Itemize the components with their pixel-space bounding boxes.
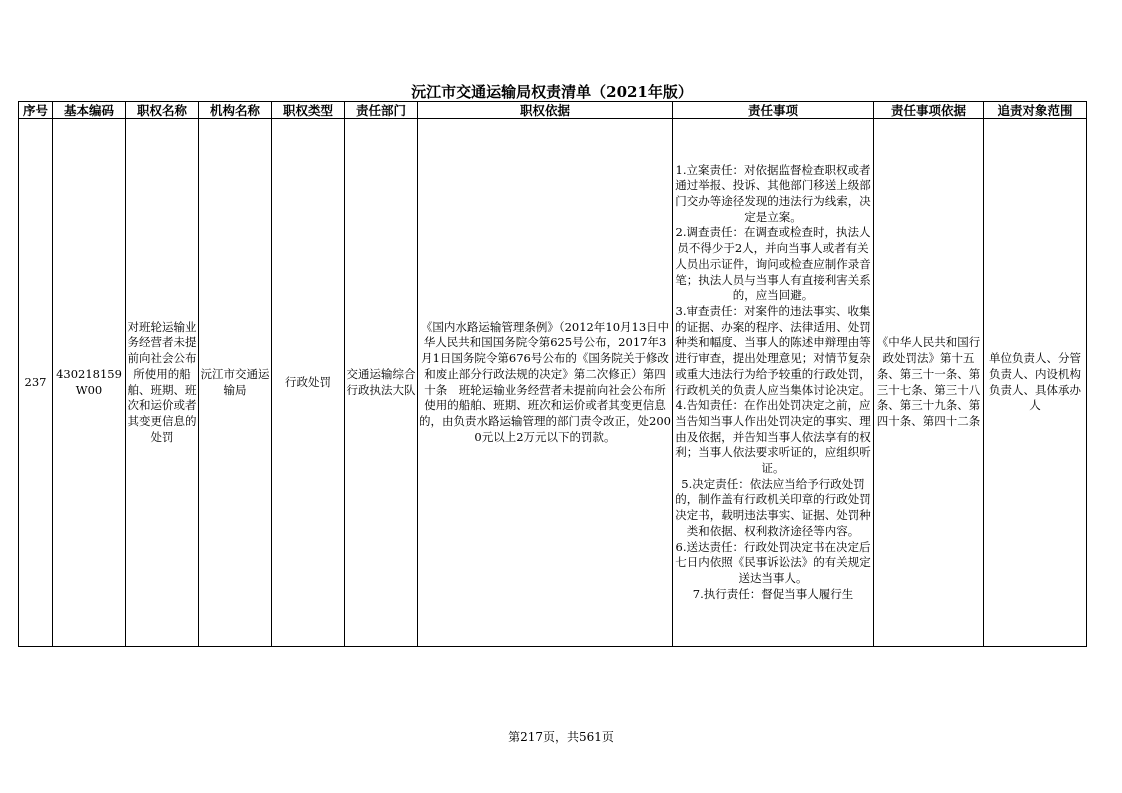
cell-code: 430218159W00 bbox=[53, 119, 126, 647]
cell-dept: 交通运输综合行政执法大队 bbox=[345, 119, 418, 647]
header-duty-basis: 责任事项依据 bbox=[874, 102, 984, 119]
header-power-type: 职权类型 bbox=[272, 102, 345, 119]
cell-duties bbox=[673, 119, 874, 647]
header-org-name: 机构名称 bbox=[199, 102, 272, 119]
header-dept: 责任部门 bbox=[345, 102, 418, 119]
duty-item: 5.决定责任：依法应当给予行政处罚的，制作盖有行政机关印章的行政处罚决定书，载明违法事实、证据、处罚种类和依据、权利救济途径等内容。 bbox=[675, 476, 871, 538]
cell-duty-basis: 《中华人民共和国行政处罚法》第十五条、第三十一条、第三十七条、第三十八条、第三十九条、第四十条、第四十二条 bbox=[874, 119, 984, 647]
cell-power-name: 对班轮运输业务经营者未提前向社会公布所使用的船舶、班期、班次和运价或者其变更信息的处罚 bbox=[126, 119, 199, 647]
page-title: 沅江市交通运输局权责清单（2021年版） bbox=[411, 83, 693, 101]
duty-item: 3.审查责任：对案件的违法事实、收集的证据、办案的程序、法律适用、处罚种类和幅度、当事人的陈述申辩理由等进行审查，提出处理意见；对情节复杂或重大违法行为给予较重的行政处罚，行政机关的负责人应当集体讨论决定。 bbox=[675, 303, 871, 397]
cell-org-name: 沅江市交通运输局 bbox=[199, 119, 272, 647]
cell-accountability: 单位负责人、分管负责人、内设机构负责人、具体承办人 bbox=[984, 119, 1087, 647]
table-header-row bbox=[19, 102, 1087, 119]
cell-basis: 《国内水路运输管理条例》（2012年10月13日中华人民共和国国务院令第625号公布，2017年3月1日国务院令第676号公布的《国务院关于修改和废止部分行政法规的决定》第二次修正）第四十条 班轮运输业务经营者未提前向社会公布所使用的船舶、班期、班次和运价或者其变更信息的，由负责水路运输管理的部门责令改正，处2000元以上2万元以下的罚款。 bbox=[418, 119, 673, 647]
cell-power-type: 行政处罚 bbox=[272, 119, 345, 647]
page-number: 第217页，共561页 bbox=[508, 730, 614, 744]
table-row bbox=[19, 119, 1087, 647]
duty-item: 2.调查责任：在调查或检查时，执法人员不得少于2人，并向当事人或者有关人员出示证件，询问或检查应制作录音笔；执法人员与当事人有直接利害关系的，应当回避。 bbox=[675, 225, 871, 303]
header-duties: 责任事项 bbox=[673, 102, 874, 119]
duty-item: 7.执行责任：督促当事人履行生 bbox=[692, 586, 854, 601]
header-basis: 职权依据 bbox=[418, 102, 673, 119]
cell-seq: 237 bbox=[19, 119, 53, 647]
duty-item: 6.送达责任：行政处罚决定书在决定后七日内依照《民事诉讼法》的有关规定送达当事人。 bbox=[675, 539, 871, 585]
header-accountability: 追责对象范围 bbox=[984, 102, 1087, 119]
header-code: 基本编码 bbox=[53, 102, 126, 119]
duty-item: 4.告知责任：在作出处罚决定之前，应当告知当事人作出处罚决定的事实、理由及依据，并告知当事人依法享有的权利；当事人依法要求听证的，应组织听证。 bbox=[675, 398, 871, 476]
header-power-name: 职权名称 bbox=[126, 102, 199, 119]
duty-item: 1.立案责任：对依据监督检查职权或者通过举报、投诉、其他部门移送上级部门交办等途径发现的违法行为线索，决定是立案。 bbox=[675, 162, 871, 224]
responsibility-table bbox=[18, 101, 1087, 647]
header-seq: 序号 bbox=[19, 102, 53, 119]
